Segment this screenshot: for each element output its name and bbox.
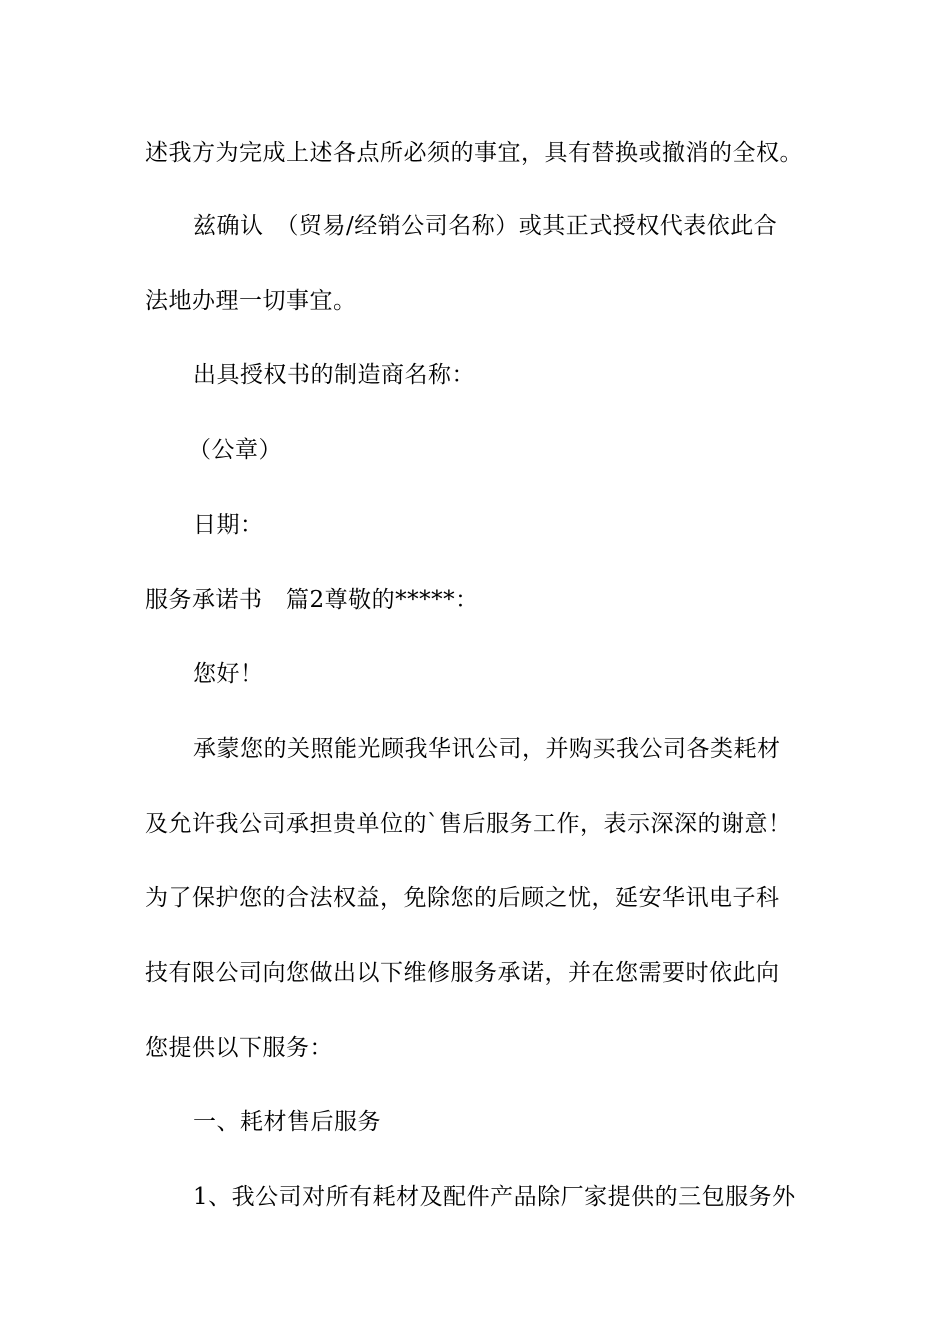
manufacturer-name-label: 出具授权书的制造商名称： bbox=[193, 362, 475, 388]
subsection-heading: 一、耗材售后服务 bbox=[193, 1109, 381, 1135]
paragraph-line: 及允许我公司承担贵单位的`售后服务工作，表示深深的谢意！ bbox=[145, 811, 792, 837]
paragraph-line: 1、我公司对所有耗材及配件产品除厂家提供的三包服务外 bbox=[193, 1184, 796, 1210]
paragraph-line: 您提供以下服务： bbox=[145, 1035, 333, 1061]
date-label: 日期： bbox=[193, 512, 264, 538]
greeting: 您好！ bbox=[193, 661, 264, 687]
paragraph-line: 述我方为完成上述各点所必须的事宜，具有替换或撤消的全权。 bbox=[145, 140, 803, 166]
paragraph-line: 承蒙您的关照能光顾我华讯公司，并购买我公司各类耗材 bbox=[193, 736, 781, 762]
seal-label: （公章） bbox=[188, 437, 282, 463]
paragraph-line: 技有限公司向您做出以下维修服务承诺，并在您需要时依此向 bbox=[145, 960, 780, 986]
paragraph-line: 法地办理一切事宜。 bbox=[145, 288, 357, 314]
section-heading: 服务承诺书 篇2尊敬的*****： bbox=[145, 587, 479, 613]
paragraph-line: 为了保护您的合法权益，免除您的后顾之忧，延安华讯电子科 bbox=[145, 885, 780, 911]
paragraph-line: 兹确认 （贸易/经销公司名称）或其正式授权代表依此合 bbox=[193, 213, 778, 239]
